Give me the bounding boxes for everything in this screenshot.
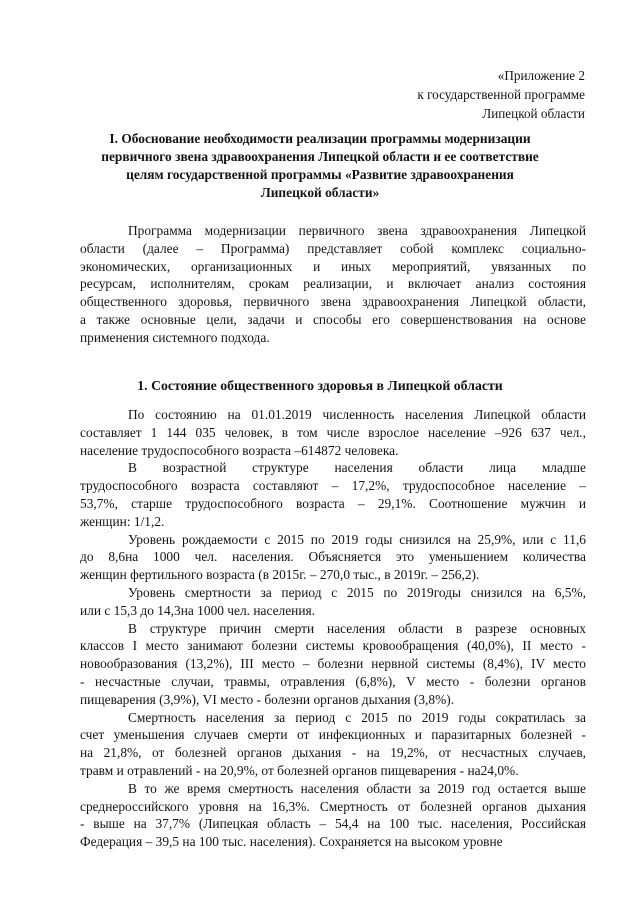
paragraph xyxy=(80,780,586,851)
text-line: или с 15,3 до 14,3на 1000 чел. населения. xyxy=(80,602,315,618)
paragraph xyxy=(80,459,586,530)
text-line: экономических, организационных и иных мероприятий, увязанных по xyxy=(80,258,586,274)
text-line: классов I место занимают болезни системы кровообращения (40,0%), II место - xyxy=(80,638,586,654)
text-line: общественного здоровья, первичного звена здравоохранения Липецкой области, xyxy=(80,294,586,310)
section-heading: 1. Состояние общественного здоровья в Липецкой области xyxy=(137,378,503,393)
text-line: новообразования (13,2%), III место – болезни нервной системы (8,4%), IV место xyxy=(80,656,586,672)
text-line: В то же время смертность населения области за 2019 год остается выше xyxy=(128,780,586,796)
text-line: Уровень рождаемости с 2015 по 2019 годы снизился на 25,9%, или с 11,6 xyxy=(128,531,586,547)
text-line: составляет 1 144 035 человек, в том числе взрослое население –926 637 чел., xyxy=(80,424,586,440)
intro-paragraph xyxy=(80,222,586,347)
text-line: трудоспособного возраста составляют – 17,2%, трудоспособное население – xyxy=(80,478,586,494)
text-line: - несчастные случаи, травмы, отравления (6,8%), V место - болезни органов xyxy=(80,673,586,689)
text-line: 53,7%, старше трудоспособного возраста – 29,1%. Соотношение мужчин и xyxy=(80,495,586,511)
document-title xyxy=(80,130,560,202)
appendix-line: Липецкой области xyxy=(482,106,585,121)
text-line: Уровень смертности за период с 2015 по 2019годы снизился на 6,5%, xyxy=(128,584,586,600)
text-line: среднероссийского уровня на 16,3%. Смертность от болезней органов дыхания xyxy=(80,798,586,814)
text-line: Программа модернизации первичного звена здравоохранения Липецкой xyxy=(128,223,586,238)
text-line: травм и отравлений - на 20,9%, от болезней органов пищеварения - на24,0%. xyxy=(80,762,519,778)
text-line: В возрастной структуре населения области лица младше xyxy=(128,460,586,476)
text-line: В структуре причин смерти населения области в разрезе основных xyxy=(128,620,586,636)
text-line: области (далее – Программа) представляет собой комплекс социально- xyxy=(80,240,586,256)
text-line: женщин: 1/1,2. xyxy=(80,513,165,529)
paragraph xyxy=(80,531,586,584)
text-line: на 21,8%, от болезней органов дыхания - на 19,2%, от несчастных случаев, xyxy=(80,745,586,761)
paragraph xyxy=(80,584,586,620)
section-body xyxy=(80,406,586,851)
text-line: пищеварения (3,9%), VI место - болезни органов дыхания (3,8%). xyxy=(80,691,455,707)
appendix-line: «Приложение 2 xyxy=(497,68,585,83)
title-line: целям государственной программы «Развитие здравоохранения xyxy=(126,167,514,182)
text-line: Смертность населения за период с 2015 по 2019 годы сократилась за xyxy=(128,709,586,725)
title-line: первичного звена здравоохранения Липецкой области и ее соответствие xyxy=(101,149,539,164)
text-line: - выше на 37,7% (Липецкая область – 54,4 на 100 тыс. населения, Российская xyxy=(80,816,586,832)
text-line: женщин фертильного возраста (в 2015г. – 270,0 тыс., в 2019г. – 256,2). xyxy=(80,567,480,583)
text-line: По состоянию на 01.01.2019 численность населения Липецкой области xyxy=(128,407,586,422)
text-line: до 8,6на 1000 чел. населения. Объясняется это уменьшением количества xyxy=(80,549,586,565)
paragraph xyxy=(80,620,586,709)
text-line: применения системного подхода. xyxy=(80,329,270,345)
paragraph xyxy=(80,406,586,459)
title-line: Липецкой области» xyxy=(260,185,380,200)
title-line: I. Обоснование необходимости реализации программы модернизации xyxy=(109,131,531,146)
text-line: Федерация – 39,5 на 100 тыс. населения). Сохраняется на высоком уровне xyxy=(80,834,503,850)
text-line: а также основные цели, задачи и способы его совершенствования на основе xyxy=(80,311,586,327)
text-line: счет уменьшения случаев смерти от инфекционных и паразитарных болезней - xyxy=(80,727,586,743)
appendix-line: к государственной программе xyxy=(417,87,585,102)
text-line: ресурсам, исполнителям, срокам реализации, и включает анализ состояния xyxy=(80,276,586,292)
paragraph xyxy=(80,709,586,780)
appendix-header xyxy=(417,66,585,123)
text-line: население трудоспособного возраста –614872 человека. xyxy=(80,442,399,458)
paragraph xyxy=(80,222,586,347)
